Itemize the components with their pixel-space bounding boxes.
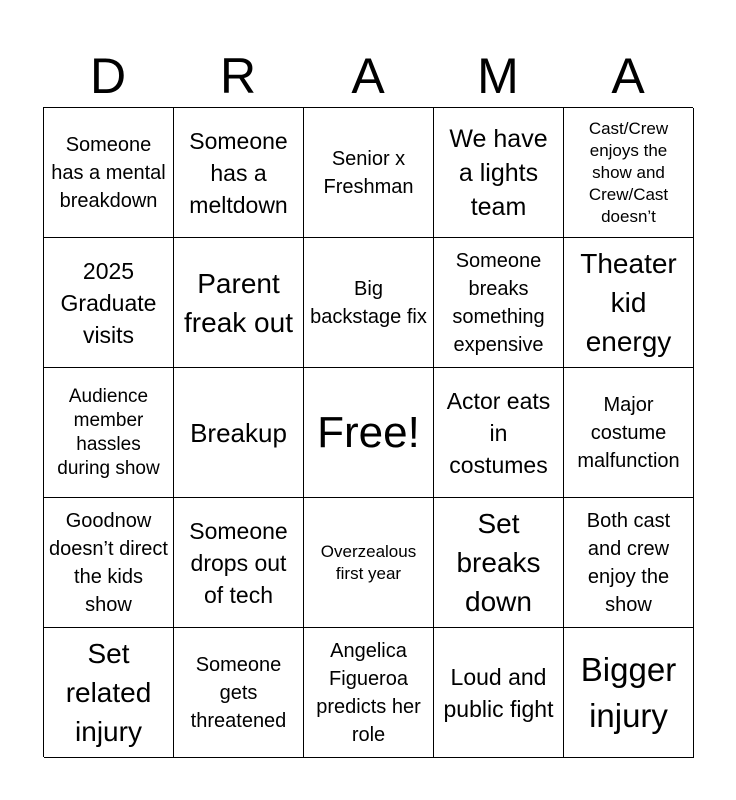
cell-text: Goodnow doesn’t direct the kids show <box>49 509 168 616</box>
bingo-cell-r2c4[interactable] <box>434 238 564 368</box>
bingo-cell-r2c2[interactable] <box>174 238 304 368</box>
bingo-cell-r5c1[interactable] <box>44 628 174 758</box>
cell-text: 2025 Graduate visits <box>60 257 157 348</box>
bingo-cell-r4c2[interactable] <box>174 498 304 628</box>
bingo-cell-r4c4[interactable] <box>434 498 564 628</box>
cell-text: Actor eats in costumes <box>446 387 551 478</box>
cell-text: Someone drops out of tech <box>189 517 288 608</box>
cell-text: Overzealous first year <box>320 541 417 583</box>
cell-text: Bigger injury <box>580 650 677 734</box>
cell-text: Someone gets threatened <box>190 653 287 732</box>
bingo-cell-r1c4[interactable] <box>434 108 564 238</box>
cell-text: Someone breaks something expensive <box>452 249 545 356</box>
cell-text: Breakup <box>190 417 287 448</box>
bingo-cell-r2c1[interactable] <box>44 238 174 368</box>
cell-text: Cast/Crew enjoys the show and Crew/Cast doesn’t <box>588 118 669 226</box>
bingo-cell-r4c1[interactable] <box>44 498 174 628</box>
cell-text: Big backstage fix <box>310 277 427 328</box>
bingo-board <box>43 107 693 757</box>
bingo-cell-r1c5[interactable] <box>564 108 694 238</box>
bingo-cell-r2c3[interactable] <box>304 238 434 368</box>
cell-text: Someone has a meltdown <box>189 127 288 218</box>
cell-text: Loud and public fight <box>443 663 554 722</box>
bingo-cell-r3c4[interactable] <box>434 368 564 498</box>
bingo-cell-r3c5[interactable] <box>564 368 694 498</box>
bingo-cell-r5c5[interactable] <box>564 628 694 758</box>
cell-text: Parent freak out <box>184 267 293 338</box>
bingo-cell-r3c2[interactable] <box>174 368 304 498</box>
cell-text: Both cast and crew enjoy the show <box>586 509 671 616</box>
bingo-header <box>43 46 693 106</box>
bingo-cell-free[interactable] <box>304 368 434 498</box>
free-space-text: Free! <box>317 407 420 457</box>
bingo-cell-r3c1[interactable] <box>44 368 174 498</box>
bingo-cell-r5c2[interactable] <box>174 628 304 758</box>
header-letter-m: M <box>477 48 519 104</box>
header-letter-r: R <box>219 48 257 104</box>
cell-text: Set related injury <box>65 638 152 747</box>
bingo-cell-r1c2[interactable] <box>174 108 304 238</box>
header-letter-a: A <box>351 48 385 104</box>
bingo-cell-r5c4[interactable] <box>434 628 564 758</box>
cell-text: Someone has a mental breakdown <box>51 133 166 212</box>
bingo-cell-r2c5[interactable] <box>564 238 694 368</box>
cell-text: Theater kid energy <box>580 248 677 357</box>
cell-text: Major costume malfunction <box>577 393 680 472</box>
cell-text: We have a lights team <box>449 124 548 221</box>
cell-text: Angelica Figueroa predicts her role <box>316 639 421 746</box>
header-letter-d: D <box>89 48 127 104</box>
bingo-cell-r5c3[interactable] <box>304 628 434 758</box>
bingo-cell-r1c3[interactable] <box>304 108 434 238</box>
bingo-cell-r1c1[interactable] <box>44 108 174 238</box>
bingo-cell-r4c3[interactable] <box>304 498 434 628</box>
cell-text: Audience member hassles during show <box>57 385 160 479</box>
header-letter-a-2: A <box>611 48 645 104</box>
cell-text: Set breaks down <box>456 508 541 617</box>
cell-text: Senior x Freshman <box>323 147 414 198</box>
bingo-cell-r4c5[interactable] <box>564 498 694 628</box>
